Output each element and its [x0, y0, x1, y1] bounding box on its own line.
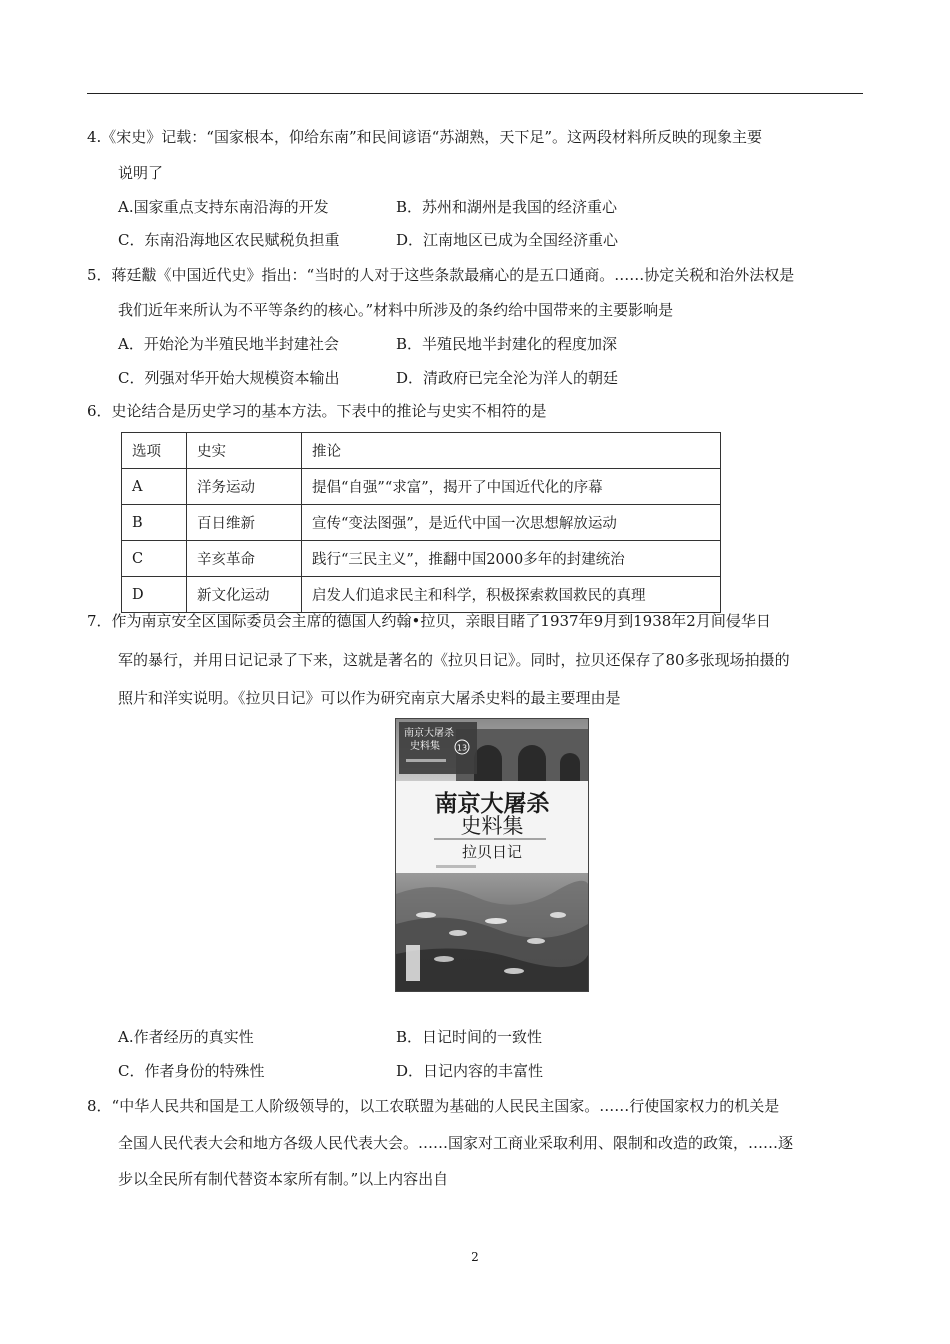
- table-cell-option: C: [122, 541, 187, 577]
- table-cell-option: D: [122, 577, 187, 613]
- table-cell-inference: 启发人们追求民主和科学，积极探索救国救民的真理: [302, 577, 721, 613]
- q4-option-a[interactable]: A.国家重点支持东南沿海的开发: [118, 198, 329, 216]
- q7-option-c[interactable]: C．作者身份的特殊性: [118, 1062, 265, 1080]
- book-cover-image: [395, 718, 589, 992]
- q4-option-c[interactable]: C．东南沿海地区农民赋税负担重: [118, 231, 340, 249]
- q6-header-inference: 推论: [302, 433, 721, 469]
- table-row: [122, 577, 721, 613]
- page-number: 2: [471, 1250, 479, 1264]
- cover-title-1: 南京大屠杀: [434, 790, 550, 817]
- table-cell-inference: 提倡“自强”“求富”，揭开了中国近代化的序幕: [302, 469, 721, 505]
- q4-option-b[interactable]: B．苏州和湖州是我国的经济重心: [396, 198, 618, 216]
- cover-title-2: 史料集: [460, 814, 524, 838]
- q5-option-c[interactable]: C．列强对华开始大规模资本输出: [118, 369, 340, 387]
- q7-option-a[interactable]: A.作者经历的真实性: [118, 1028, 254, 1046]
- cover-series-title-1: 南京大屠杀: [404, 728, 454, 739]
- q4-stem-line2: 说明了: [118, 164, 164, 182]
- q8-stem-line1: 8．“中华人民共和国是工人阶级领导的，以工农联盟为基础的人民民主国家。……行使国家权力的机关是: [87, 1097, 780, 1115]
- q5-stem-line1: 5．蒋廷黻《中国近代史》指出：“当时的人对于这些条款最痛心的是五口通商。……协定关税和治外法权是: [87, 266, 795, 284]
- q7-stem-line3: 照片和洋实说明。《拉贝日记》可以作为研究南京大屠杀史料的最主要理由是: [118, 689, 621, 707]
- table-row: [122, 541, 721, 577]
- table-cell-option: B: [122, 505, 187, 541]
- q5-option-a[interactable]: A．开始沦为半殖民地半封建社会: [118, 335, 339, 353]
- cover-series-title-2: 史料集: [410, 741, 440, 752]
- q6-header-fact: 史实: [187, 433, 302, 469]
- table-cell-fact: 百日维新: [187, 505, 302, 541]
- q7-option-b[interactable]: B．日记时间的一致性: [396, 1028, 543, 1046]
- q4-option-d[interactable]: D．江南地区已成为全国经济重心: [396, 231, 619, 249]
- q5-option-b[interactable]: B．半殖民地半封建化的程度加深: [396, 335, 618, 353]
- q6-stem: 6．史论结合是历史学习的基本方法。下表中的推论与史实不相符的是: [87, 402, 547, 420]
- q7-stem-line1: 7．作为南京安全区国际委员会主席的德国人约翰•拉贝，亲眼目睹了1937年9月到1938年2月间侵华日: [87, 612, 771, 630]
- q4-stem-line1: 4.《宋史》记载：“国家根本，仰给东南”和民间谚语“苏湖熟，天下足”。这两段材料所反映的现象主要: [87, 128, 762, 146]
- table-row: [122, 505, 721, 541]
- table-cell-inference: 宣传“变法图强”，是近代中国一次思想解放运动: [302, 505, 721, 541]
- q5-stem-line2: 我们近年来所认为不平等条约的核心。”材料中所涉及的条约给中国带来的主要影响是: [118, 301, 674, 319]
- table-cell-fact: 洋务运动: [187, 469, 302, 505]
- q6-table-header-row: [122, 433, 721, 469]
- table-cell-option: A: [122, 469, 187, 505]
- table-row: [122, 469, 721, 505]
- table-cell-inference: 践行“三民主义”，推翻中国2000多年的封建统治: [302, 541, 721, 577]
- q5-option-d[interactable]: D．清政府已完全沦为洋人的朝廷: [396, 369, 619, 387]
- table-cell-fact: 新文化运动: [187, 577, 302, 613]
- q8-stem-line3: 步以全民所有制代替资本家所有制。”以上内容出自: [118, 1170, 449, 1188]
- q6-table: [121, 432, 721, 613]
- cover-volume-number: 13: [456, 743, 468, 753]
- q7-stem-line2: 军的暴行，并用日记记录了下来，这就是著名的《拉贝日记》。同时，拉贝还保存了80多张现场拍摄的: [118, 651, 790, 669]
- header-rule: [87, 93, 863, 94]
- q8-stem-line2: 全国人民代表大会和地方各级人民代表大会。……国家对工商业采取利用、限制和改造的政策，……逐: [118, 1134, 794, 1152]
- table-cell-fact: 辛亥革命: [187, 541, 302, 577]
- q7-option-d[interactable]: D．日记内容的丰富性: [396, 1062, 544, 1080]
- q6-header-option: 选项: [122, 433, 187, 469]
- cover-subtitle: 拉贝日记: [461, 843, 523, 861]
